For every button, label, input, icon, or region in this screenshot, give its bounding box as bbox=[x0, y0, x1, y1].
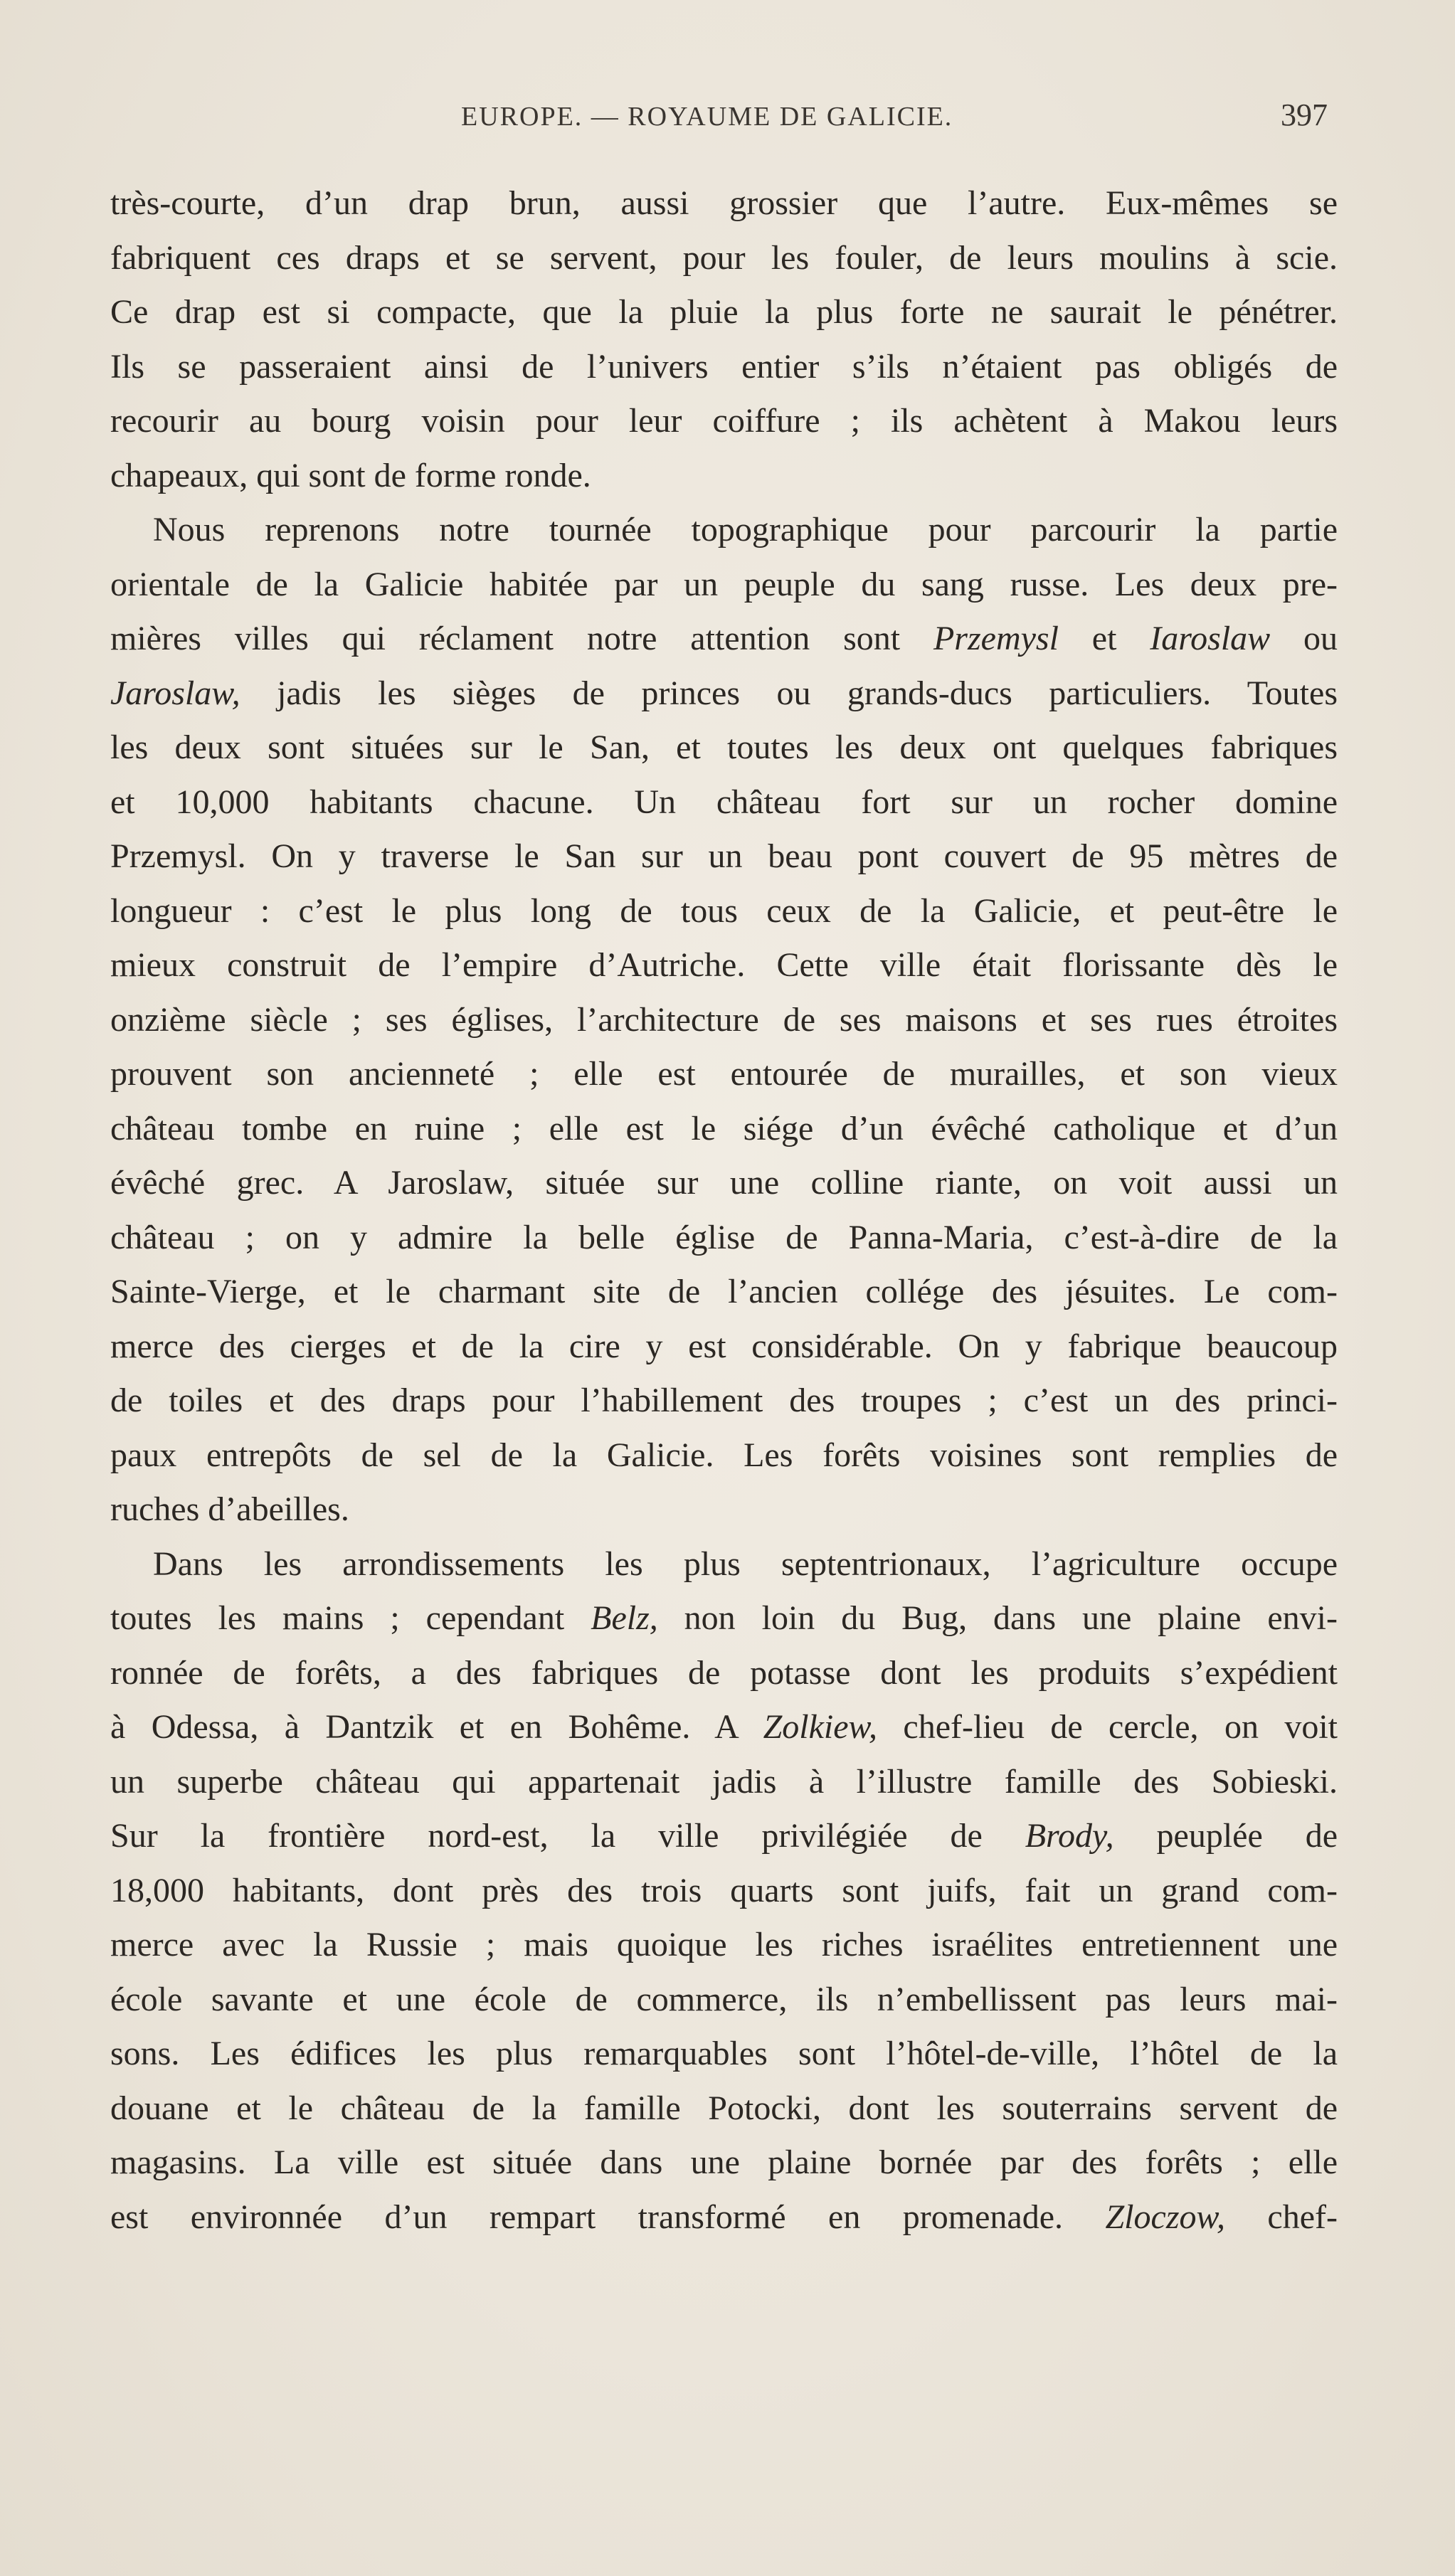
text-line bbox=[110, 2082, 1338, 2136]
text-segment: orientale de la Galicie habitée par un peuple du sang russe. Les deux pre- bbox=[110, 565, 1338, 603]
text-segment: Sur la frontière nord-est, la ville privilégiée de bbox=[110, 1817, 1025, 1855]
italic-place-name: Zloczow, bbox=[1105, 2198, 1225, 2236]
text-line bbox=[110, 1156, 1338, 1211]
text-line bbox=[110, 1483, 1338, 1537]
text-line bbox=[110, 1211, 1338, 1266]
text-line bbox=[110, 1102, 1338, 1157]
text-segment: les deux sont situées sur le San, et toutes les deux ont quelques fabriques bbox=[110, 728, 1338, 766]
text-segment: à Odessa, à Dantzik et en Bohême. A bbox=[110, 1708, 763, 1746]
text-line bbox=[110, 285, 1338, 340]
text-line bbox=[110, 1973, 1338, 2028]
text-segment: 18,000 habitants, dont près des trois quarts sont juifs, fait un grand com- bbox=[110, 1871, 1338, 1909]
text-segment: onzième siècle ; ses églises, l’architecture de ses maisons et ses rues étroites bbox=[110, 1000, 1338, 1039]
text-segment: paux entrepôts de sel de la Galicie. Les forêts voisines sont remplies de bbox=[110, 1436, 1338, 1474]
text-segment: fabriquent ces draps et se servent, pour les fouler, de leurs moulins à scie. bbox=[110, 238, 1338, 277]
text-segment: mieux construit de l’empire d’Autriche. Cette ville était florissante dès le bbox=[110, 946, 1338, 984]
text-segment: merce avec la Russie ; mais quoique les riches israélites entretiennent une bbox=[110, 1926, 1338, 1963]
text-segment: peuplée de bbox=[1113, 1817, 1338, 1855]
text-segment: château ; on y admire la belle église de Panna-Maria, c’est-à-dire de la bbox=[110, 1218, 1338, 1256]
text-line bbox=[110, 938, 1338, 993]
text-line bbox=[110, 1809, 1338, 1864]
text-line bbox=[110, 503, 1338, 558]
text-line bbox=[110, 829, 1338, 884]
running-title: EUROPE. — ROYAUME DE GALICIE. bbox=[461, 102, 953, 132]
text-line bbox=[110, 1429, 1338, 1483]
text-line bbox=[110, 176, 1338, 231]
text-segment: longueur : c’est le plus long de tous ceux de la Galicie, et peut-être le bbox=[110, 891, 1338, 930]
italic-place-name: Iaroslaw bbox=[1150, 620, 1271, 657]
italic-place-name: Zolkiew, bbox=[763, 1708, 877, 1746]
text-line bbox=[110, 1374, 1338, 1429]
text-segment: sons. Les édifices les plus remarquables sont l’hôtel-de-ville, l’hôtel de la bbox=[110, 2035, 1338, 2072]
italic-place-name: Belz, bbox=[591, 1599, 658, 1637]
text-line bbox=[110, 1700, 1338, 1755]
text-segment: évêché grec. A Jaroslaw, située sur une colline riante, on voit aussi un bbox=[110, 1164, 1338, 1202]
text-segment: jadis les sièges de princes ou grands-ducs particuliers. Toutes bbox=[240, 674, 1338, 712]
text-line bbox=[110, 2136, 1338, 2190]
text-segment: un superbe château qui appartenait jadis à l’illustre famille des Sobieski. bbox=[110, 1762, 1338, 1801]
text-segment: est environnée d’un rempart transformé en promenade. bbox=[110, 2198, 1106, 2236]
text-segment: Dans les arrondissements les plus septentrionaux, l’agriculture occupe bbox=[153, 1544, 1338, 1583]
text-segment: magasins. La ville est située dans une plaine bornée par des forêts ; elle bbox=[110, 2143, 1338, 2181]
text-line bbox=[110, 1864, 1338, 1919]
text-segment: très-courte, d’un drap brun, aussi grossier que l’autre. Eux-mêmes se bbox=[110, 184, 1338, 222]
text-line bbox=[110, 340, 1338, 395]
text-segment: Przemysl. On y traverse le San sur un beau pont couvert de 95 mètres de bbox=[110, 837, 1338, 875]
text-segment: prouvent son ancienneté ; elle est entourée de murailles, et son vieux bbox=[110, 1055, 1338, 1093]
text-line bbox=[110, 394, 1338, 449]
text-line bbox=[110, 1646, 1338, 1701]
text-segment: ruches d’abeilles. bbox=[110, 1490, 349, 1528]
text-segment: Sainte-Vierge, et le charmant site de l’ancien collége des jésuites. Le com- bbox=[110, 1273, 1338, 1310]
text-line bbox=[110, 1265, 1338, 1320]
text-segment: non loin du Bug, dans une plaine envi- bbox=[657, 1599, 1338, 1637]
italic-place-name: Przemysl bbox=[933, 620, 1059, 657]
text-line bbox=[110, 449, 1338, 504]
text-segment: ronnée de forêts, a des fabriques de potasse dont les produits s’expédient bbox=[110, 1653, 1338, 1692]
text-line bbox=[110, 667, 1338, 721]
text-segment: chapeaux, qui sont de forme ronde. bbox=[110, 456, 591, 494]
text-segment: Nous reprenons notre tournée topographique pour parcourir la partie bbox=[153, 511, 1338, 548]
text-line bbox=[110, 993, 1338, 1048]
text-segment: école savante et une école de commerce, ils n’embellissent pas leurs mai- bbox=[110, 1980, 1338, 2018]
text-line bbox=[110, 1755, 1338, 1810]
text-line bbox=[110, 721, 1338, 775]
text-segment: de toiles et des draps pour l’habillement des troupes ; c’est un des princi- bbox=[110, 1382, 1338, 1419]
text-line bbox=[110, 231, 1338, 286]
text-line bbox=[110, 1320, 1338, 1374]
text-segment: toutes les mains ; cependant bbox=[110, 1599, 591, 1637]
text-segment: et bbox=[1058, 620, 1150, 657]
text-segment: chef- bbox=[1224, 2198, 1338, 2236]
italic-place-name: Brody, bbox=[1025, 1817, 1114, 1855]
text-segment: Ce drap est si compacte, que la pluie la plus forte ne saurait le pénétrer. bbox=[110, 293, 1338, 331]
text-segment: recourir au bourg voisin pour leur coiffure ; ils achètent à Makou leurs bbox=[110, 402, 1338, 440]
italic-place-name: Jaroslaw, bbox=[110, 674, 240, 712]
text-segment: château tombe en ruine ; elle est le siége d’un évêché catholique et d’un bbox=[110, 1109, 1338, 1147]
text-line bbox=[110, 558, 1338, 613]
body-text bbox=[110, 176, 1338, 2244]
text-segment: ou bbox=[1270, 620, 1338, 657]
text-line bbox=[110, 2190, 1338, 2245]
text-segment: Ils se passeraient ainsi de l’univers entier s’ils n’étaient pas obligés de bbox=[110, 347, 1338, 386]
page-number: 397 bbox=[1281, 97, 1328, 132]
text-segment: merce des cierges et de la cire y est considérable. On y fabrique beaucoup bbox=[110, 1327, 1338, 1365]
text-segment: douane et le château de la famille Potocki, dont les souterrains servent de bbox=[110, 2089, 1338, 2127]
text-segment: et 10,000 habitants chacune. Un château fort sur un rocher domine bbox=[110, 783, 1338, 821]
text-segment: chef-lieu de cercle, on voit bbox=[877, 1708, 1338, 1746]
text-line bbox=[110, 2027, 1338, 2082]
text-line bbox=[110, 1047, 1338, 1102]
text-line bbox=[110, 884, 1338, 939]
text-line bbox=[110, 775, 1338, 830]
text-line bbox=[110, 1591, 1338, 1646]
text-line bbox=[110, 612, 1338, 667]
text-segment: mières villes qui réclament notre attention sont bbox=[110, 620, 933, 657]
text-line bbox=[110, 1918, 1338, 1973]
text-line bbox=[110, 1537, 1338, 1592]
